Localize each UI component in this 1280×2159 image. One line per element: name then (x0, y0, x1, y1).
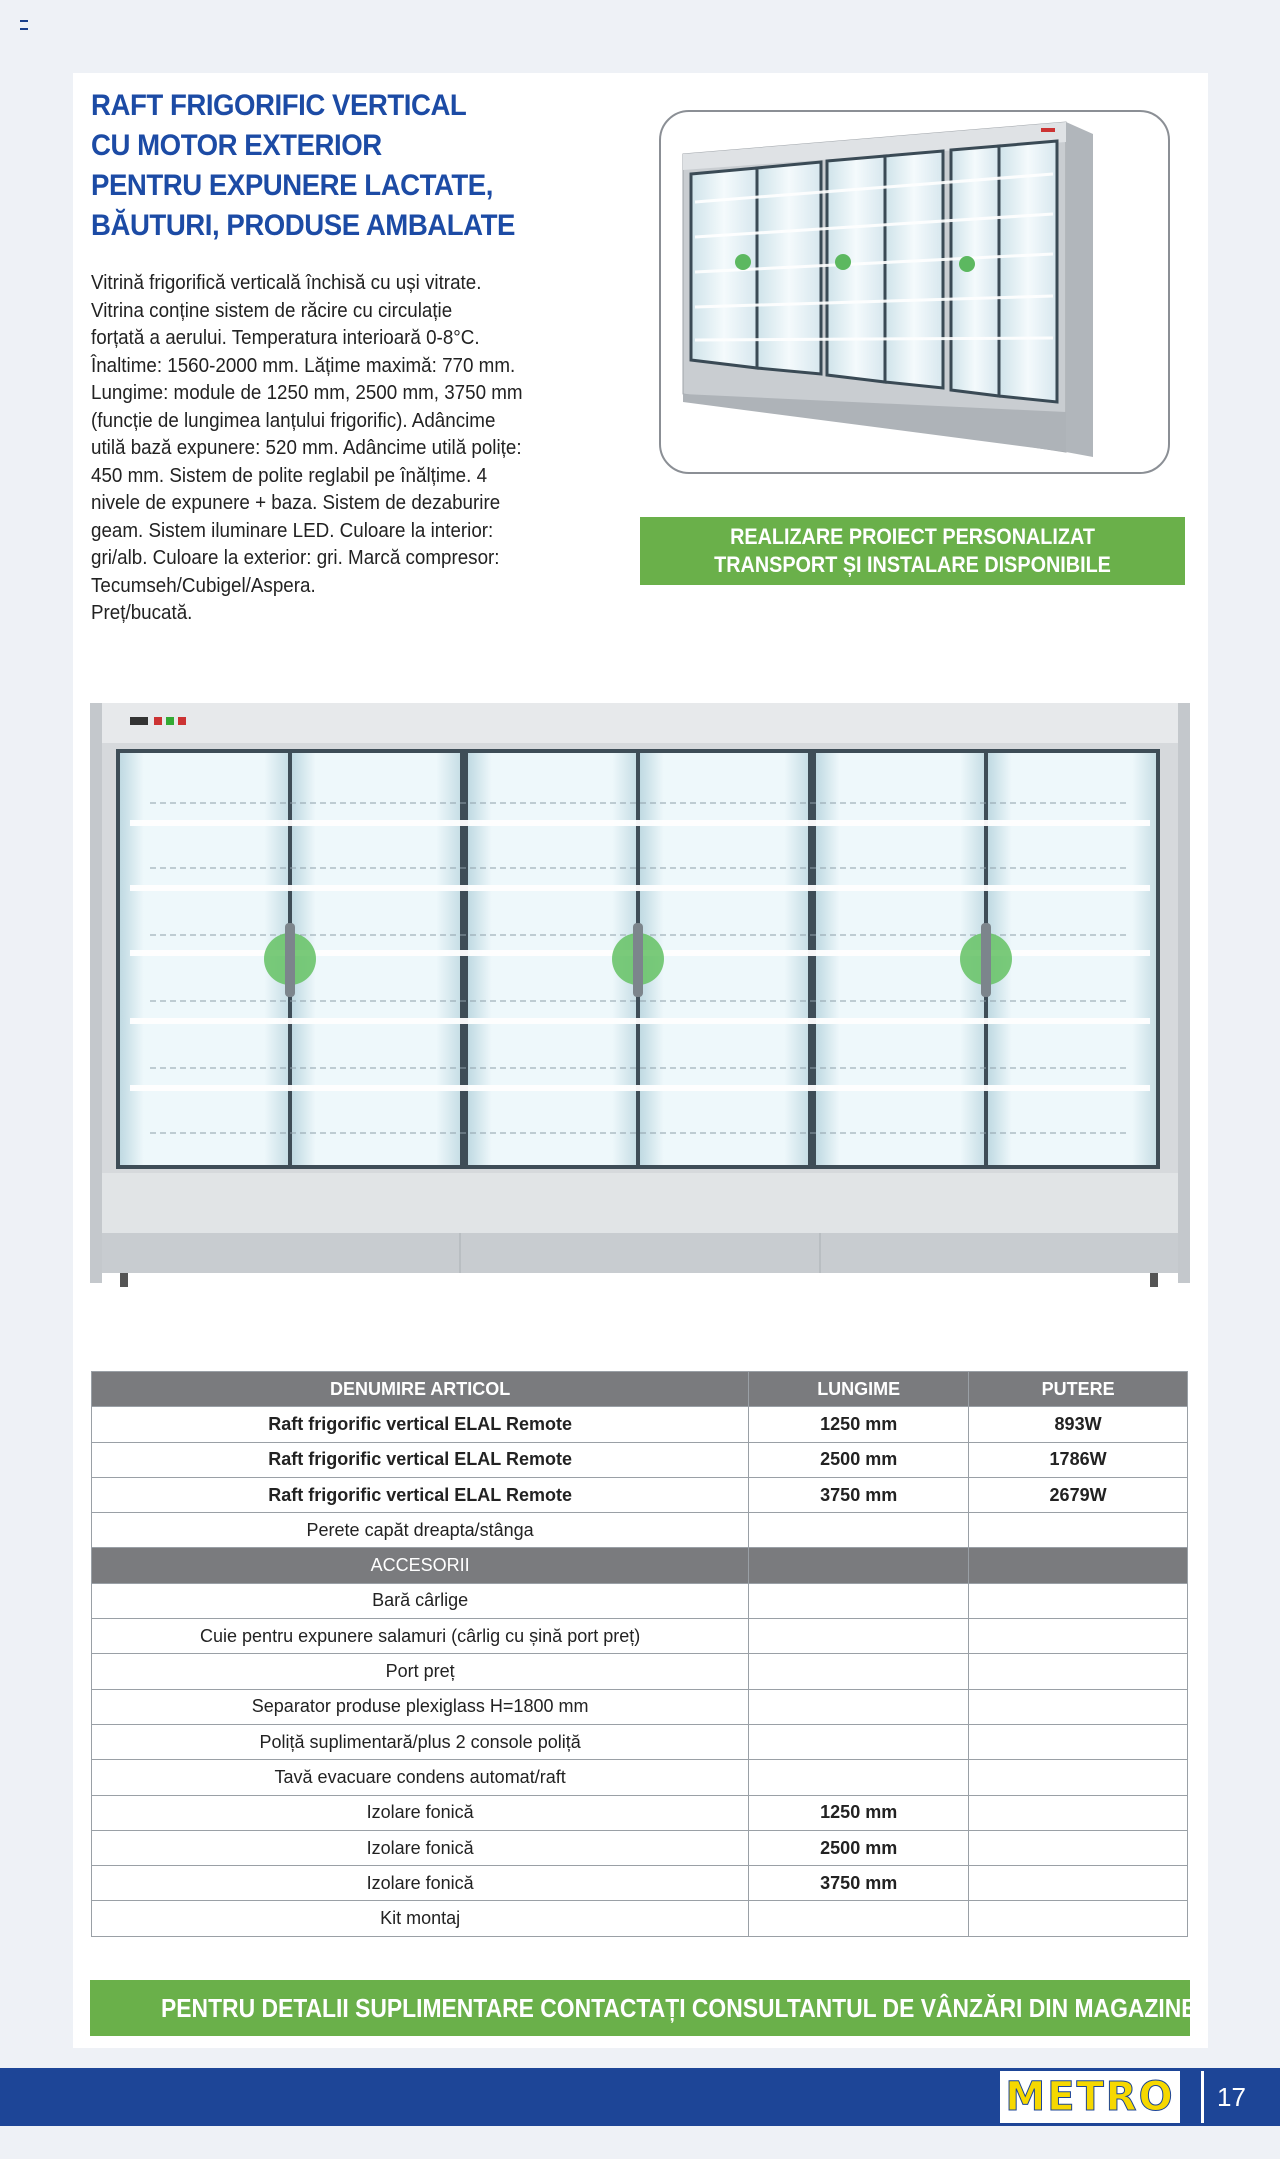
description-line: Înaltime: 1560-2000 mm. Lățime maximă: 770 mm. (91, 354, 516, 377)
table-row (92, 1830, 1188, 1865)
section-empty-cell (749, 1548, 969, 1583)
product-card (73, 73, 1208, 2048)
product-description (91, 270, 580, 628)
title-line: BĂUTURI, PRODUSE AMBALATE (91, 209, 515, 242)
table-row (92, 1866, 1188, 1901)
cell-length (749, 1583, 969, 1618)
fridge-perspective-drawing (661, 112, 1168, 472)
metro-logo (1000, 2071, 1180, 2123)
description-line: Vitrina conține sistem de răcire cu circulație (91, 299, 453, 322)
cell-name: Perete capăt dreapta/stânga (92, 1513, 749, 1548)
cell-name: Separator produse plexiglass H=1800 mm (92, 1689, 749, 1724)
cell-length: 2500 mm (749, 1442, 969, 1477)
cell-power (969, 1830, 1188, 1865)
cell-name: Bară cârlige (92, 1583, 749, 1618)
table-row (92, 1619, 1188, 1654)
section-label: ACCESORII (92, 1548, 749, 1583)
description-line: geam. Sistem iluminare LED. Culoare la interior: (91, 519, 494, 542)
description-line: Tecumseh/Cubigel/Aspera. (91, 574, 316, 597)
cell-power (969, 1513, 1188, 1548)
section-empty-cell (969, 1548, 1188, 1583)
services-banner (640, 517, 1185, 585)
cell-name: Raft frigorific vertical ELAL Remote (92, 1407, 749, 1442)
cell-name: Cuie pentru expunere salamuri (cârlig cu șină port preț) (92, 1619, 749, 1654)
fridge-front-image (90, 703, 1190, 1383)
cell-power (969, 1583, 1188, 1618)
cell-length (749, 1689, 969, 1724)
cell-power: 1786W (969, 1442, 1188, 1477)
banner-line: REALIZARE PROIECT PERSONALIZAT (730, 524, 1095, 549)
description-line: Vitrină frigorifică verticală închisă cu uși vitrate. (91, 272, 482, 294)
menu-icon[interactable] (20, 20, 28, 30)
table-row (92, 1583, 1188, 1618)
cell-length: 3750 mm (749, 1477, 969, 1512)
description-line: nivele de expunere + baza. Sistem de dezaburire (91, 492, 501, 514)
cell-name: Raft frigorific vertical ELAL Remote (92, 1477, 749, 1512)
cell-name: Izolare fonică (92, 1795, 749, 1830)
cell-power (969, 1866, 1188, 1901)
title-line: RAFT FRIGORIFIC VERTICAL (91, 89, 467, 122)
fridge-front-drawing (90, 703, 1190, 1383)
cell-length: 3750 mm (749, 1866, 969, 1901)
cell-name: Raft frigorific vertical ELAL Remote (92, 1442, 749, 1477)
brand-name: METRO (1005, 2074, 1175, 2120)
description-line: 450 mm. Sistem de polite reglabil pe înălțime. 4 (91, 464, 488, 487)
table-row (92, 1724, 1188, 1759)
product-title (91, 86, 606, 246)
description-line: Lungime: module de 1250 mm, 2500 mm, 3750 mm (91, 382, 523, 404)
column-header-power: PUTERE (969, 1372, 1188, 1407)
cell-name: Port preț (92, 1654, 749, 1689)
column-header-length: LUNGIME (749, 1372, 969, 1407)
cell-power (969, 1901, 1188, 1936)
description-line: (funcție de lungimea lanțului frigorific). Adâncime (91, 409, 496, 432)
table-row (92, 1689, 1188, 1724)
cell-length (749, 1513, 969, 1548)
table-row (92, 1760, 1188, 1795)
cell-power (969, 1619, 1188, 1654)
table-row (92, 1407, 1188, 1442)
cell-name: Izolare fonică (92, 1866, 749, 1901)
description-line: gri/alb. Culoare la exterior: gri. Marcă compresor: (91, 547, 500, 569)
banner-line: TRANSPORT ȘI INSTALARE DISPONIBILE (714, 552, 1111, 577)
contact-banner (90, 1980, 1203, 2036)
cell-name: Poliță suplimentară/plus 2 console poliță (92, 1724, 749, 1759)
cell-length: 1250 mm (749, 1795, 969, 1830)
cell-length (749, 1724, 969, 1759)
table-row (92, 1477, 1188, 1512)
table-row (92, 1901, 1188, 1936)
cell-power (969, 1689, 1188, 1724)
page-number: 17 (1201, 2071, 1259, 2123)
cell-power (969, 1654, 1188, 1689)
cell-name: Tavă evacuare condens automat/raft (92, 1760, 749, 1795)
table-row (92, 1442, 1188, 1477)
table-row (92, 1795, 1188, 1830)
cell-length (749, 1901, 969, 1936)
cell-length (749, 1760, 969, 1795)
table-row (92, 1654, 1188, 1689)
cell-name: Kit montaj (92, 1901, 749, 1936)
cell-length: 2500 mm (749, 1830, 969, 1865)
column-header-name: DENUMIRE ARTICOL (92, 1372, 749, 1407)
table-header-row (92, 1372, 1188, 1407)
cell-power (969, 1724, 1188, 1759)
cell-power (969, 1795, 1188, 1830)
cell-power (969, 1760, 1188, 1795)
cell-length (749, 1654, 969, 1689)
cell-length: 1250 mm (749, 1407, 969, 1442)
accessories-section-row (92, 1548, 1188, 1583)
table-row (92, 1513, 1188, 1548)
description-line: forțată a aerului. Temperatura interioară 0-8°C. (91, 327, 480, 349)
fridge-perspective-image (659, 110, 1170, 474)
cell-power: 2679W (969, 1477, 1188, 1512)
title-line: CU MOTOR EXTERIOR (91, 129, 382, 162)
description-line: utilă bază expunere: 520 mm. Adâncime utilă polițe: (91, 437, 522, 459)
title-line: PENTRU EXPUNERE LACTATE, (91, 169, 493, 202)
cell-power: 893W (969, 1407, 1188, 1442)
description-line: Preț/bucată. (91, 602, 193, 624)
contact-banner-text: PENTRU DETALII SUPLIMENTARE CONTACTAȚI CONSULTANTUL DE VÂNZĂRI DIN MAGAZINE. (161, 1993, 1203, 2023)
cell-length (749, 1619, 969, 1654)
cell-name: Izolare fonică (92, 1830, 749, 1865)
specs-table (91, 1371, 1188, 1937)
